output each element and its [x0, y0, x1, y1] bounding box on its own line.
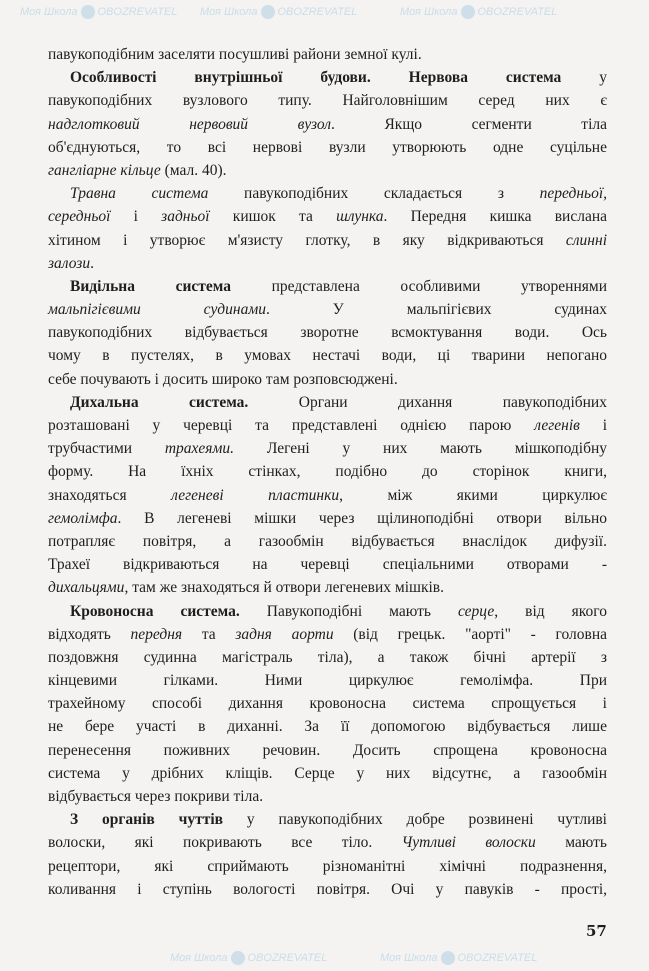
text-segment: кишок та: [209, 208, 337, 226]
watermark: [200, 4, 357, 20]
text-line: [48, 159, 607, 182]
text-line: [48, 507, 607, 530]
bold-term: З органів чуттів: [70, 811, 224, 829]
text-line: [48, 553, 607, 576]
text-segment: . У мальпігієвих судинах: [265, 301, 607, 319]
text-line: [48, 785, 607, 808]
italic-term: надглотковий нервовий вузол: [48, 115, 331, 133]
text-segment: поздовжня судинна магістраль тіла), а також бічні артерії з: [48, 648, 607, 666]
page-body-text: [48, 43, 607, 901]
text-line: [48, 831, 607, 854]
text-segment: чому в пустелях, в умовах нестачі води, ці тварини непогано: [48, 347, 607, 365]
text-line: [48, 298, 607, 321]
text-segment: і: [110, 208, 162, 226]
italic-term: дихальцями: [48, 579, 125, 597]
watermark: [170, 950, 327, 966]
bold-term: Видільна система: [70, 277, 231, 295]
text-segment: . В легеневі мішки через щілиноподібні отвори вільно: [117, 509, 607, 527]
italic-term: трахеями.: [164, 440, 235, 458]
text-segment: Легені у них мають мішкоподібну: [234, 440, 608, 458]
italic-term: шлунка: [336, 208, 384, 226]
text-segment: павукоподібним заселяти посушливі райони земної кулі.: [48, 46, 422, 63]
text-line: [48, 600, 607, 623]
text-segment: павукоподібних відбувається зворотне всмоктування води. Ось: [48, 324, 607, 342]
text-line: [48, 368, 607, 391]
text-segment: павукоподібних складається з: [208, 185, 540, 203]
bold-term: Кровоносна система.: [70, 602, 240, 620]
text-segment: трахейному способі дихання кровоносна система спрощується і: [48, 695, 607, 713]
text-segment: , між якими циркулює: [339, 486, 607, 504]
italic-term: серце: [457, 602, 495, 620]
text-segment: (від грецьк. "аорті" - головна: [333, 625, 608, 643]
text-line: [48, 878, 607, 901]
italic-term: гемолімфа: [48, 509, 118, 527]
text-line: [48, 275, 607, 298]
text-segment: представлена особливими утвореннями: [230, 277, 607, 295]
text-line: [48, 762, 607, 785]
text-line: [48, 136, 607, 159]
text-line: [48, 321, 607, 344]
text-segment: коливання і ступінь вологості повітря. Очі у павуків - прості,: [48, 880, 607, 898]
text-line: [48, 89, 607, 112]
text-line: [48, 182, 607, 205]
text-segment: система у дрібних кліщів. Серце у них відсутнє, а газообмін: [48, 764, 607, 782]
text-line: [48, 391, 607, 414]
text-line: [48, 43, 607, 66]
text-segment: (мал. 40).: [160, 161, 227, 179]
watermark-text: OBOZREVATEL: [277, 6, 358, 18]
text-line: [48, 623, 607, 646]
text-segment: у павукоподібних добре розвинені чутливі: [223, 811, 607, 829]
text-segment: хітином і утворює м'язисту глотку, в яку відкриваються: [48, 231, 566, 249]
italic-term: Чутливі волоски: [401, 834, 536, 852]
italic-term: задньої: [161, 208, 210, 226]
watermark-text: Моя Школа: [380, 952, 438, 964]
watermark-logo-icon: [441, 951, 455, 965]
text-segment: відходять: [48, 625, 131, 643]
italic-term: задня аорти: [235, 625, 334, 643]
italic-term: середньої: [48, 208, 111, 226]
text-segment: розташовані у черевці та представлені однією парою: [48, 417, 535, 434]
watermark-logo-icon: [261, 5, 275, 19]
text-segment: і: [579, 417, 607, 434]
text-segment: відбувається через покриви тіла.: [48, 788, 264, 805]
watermark: [20, 4, 177, 20]
text-segment: . Передня кишка вислана: [383, 208, 607, 226]
italic-term: легеневі пластинки: [171, 486, 340, 504]
watermark: [400, 4, 557, 20]
text-segment: себе почувають і досить широко там розповсюджені.: [48, 370, 398, 388]
text-segment: у: [561, 69, 608, 87]
text-line: [48, 739, 607, 762]
text-segment: , там же знаходяться й отвори легеневих мішків.: [124, 579, 444, 597]
watermark-logo-icon: [461, 5, 475, 19]
text-segment: знаходяться: [48, 486, 172, 504]
bold-term: Дихальна система.: [70, 393, 249, 411]
text-segment: Павукоподібні мають: [239, 602, 458, 620]
text-segment: Трахеї відкриваються на черевці спеціальними отворами -: [48, 556, 607, 574]
italic-term: передня: [130, 625, 183, 643]
watermark-text: Моя Школа: [400, 6, 458, 18]
italic-term: слинні: [565, 231, 607, 249]
text-segment: форму. На їхніх стінках, подібно до сторінок книги,: [48, 463, 607, 481]
text-line: [48, 715, 607, 738]
text-segment: трубчастими: [48, 440, 165, 458]
text-segment: , від якого: [494, 602, 607, 620]
text-segment: павукоподібних вузлового типу. Найголовнішим серед них є: [48, 92, 607, 110]
text-line: [48, 669, 607, 692]
watermark-text: Моя Школа: [170, 952, 228, 964]
text-line: [48, 229, 607, 252]
watermark-text: OBOZREVATEL: [457, 952, 538, 964]
italic-term: мальпігієвими судинами: [48, 301, 266, 319]
text-line: [48, 855, 607, 878]
italic-term: легенів: [534, 417, 580, 434]
text-segment: перенесення поживних речовин. Досить спрощена кровоносна: [48, 741, 607, 759]
text-line: [48, 437, 607, 460]
bold-term: Особливості внутрішньої будови. Нервова система: [70, 69, 562, 87]
text-segment: не бере участі в диханні. За її допомогою відбувається лише: [48, 718, 607, 736]
italic-term: Травна система: [70, 185, 209, 203]
text-line: [48, 414, 607, 437]
text-segment: потрапляє повітря, а газообмін відбувається внаслідок дифузії.: [48, 532, 607, 550]
text-segment: волоски, які покривають все тіло.: [48, 834, 402, 852]
italic-term: гангліарне кільце: [48, 161, 161, 179]
watermark-logo-icon: [231, 951, 245, 965]
text-line: [48, 808, 607, 831]
text-line: [48, 460, 607, 483]
text-segment: мають: [535, 834, 607, 852]
watermark-text: OBOZREVATEL: [97, 6, 178, 18]
text-segment: .: [90, 254, 94, 272]
watermark-text: OBOZREVATEL: [247, 952, 328, 964]
watermark-text: Моя Школа: [200, 6, 258, 18]
text-line: [48, 113, 607, 136]
text-segment: та: [182, 625, 236, 643]
text-segment: кінцевими гілками. Ними циркулює гемолімфа. При: [48, 672, 607, 690]
text-segment: Органи дихання павукоподібних: [248, 393, 607, 411]
text-segment: . Якщо сегменти тіла: [331, 115, 608, 133]
watermark-logo-icon: [81, 5, 95, 19]
text-line: [48, 484, 607, 507]
text-line: [48, 530, 607, 553]
italic-term: залози: [48, 254, 91, 272]
watermark-text: OBOZREVATEL: [477, 6, 558, 18]
text-line: [48, 205, 607, 228]
page-number: 57: [586, 922, 607, 940]
text-line: [48, 646, 607, 669]
text-line: [48, 252, 607, 275]
text-line: [48, 66, 607, 89]
italic-term: передньої,: [539, 185, 607, 203]
text-line: [48, 692, 607, 715]
text-segment: рецептори, які сприймають різноманітні хімічні подразнення,: [48, 857, 607, 875]
text-line: [48, 576, 607, 599]
text-line: [48, 344, 607, 367]
watermark-text: Моя Школа: [20, 6, 78, 18]
text-segment: об'єднуються, то всі нервові вузли утворюють одне суцільне: [48, 138, 607, 156]
watermark: [380, 950, 537, 966]
